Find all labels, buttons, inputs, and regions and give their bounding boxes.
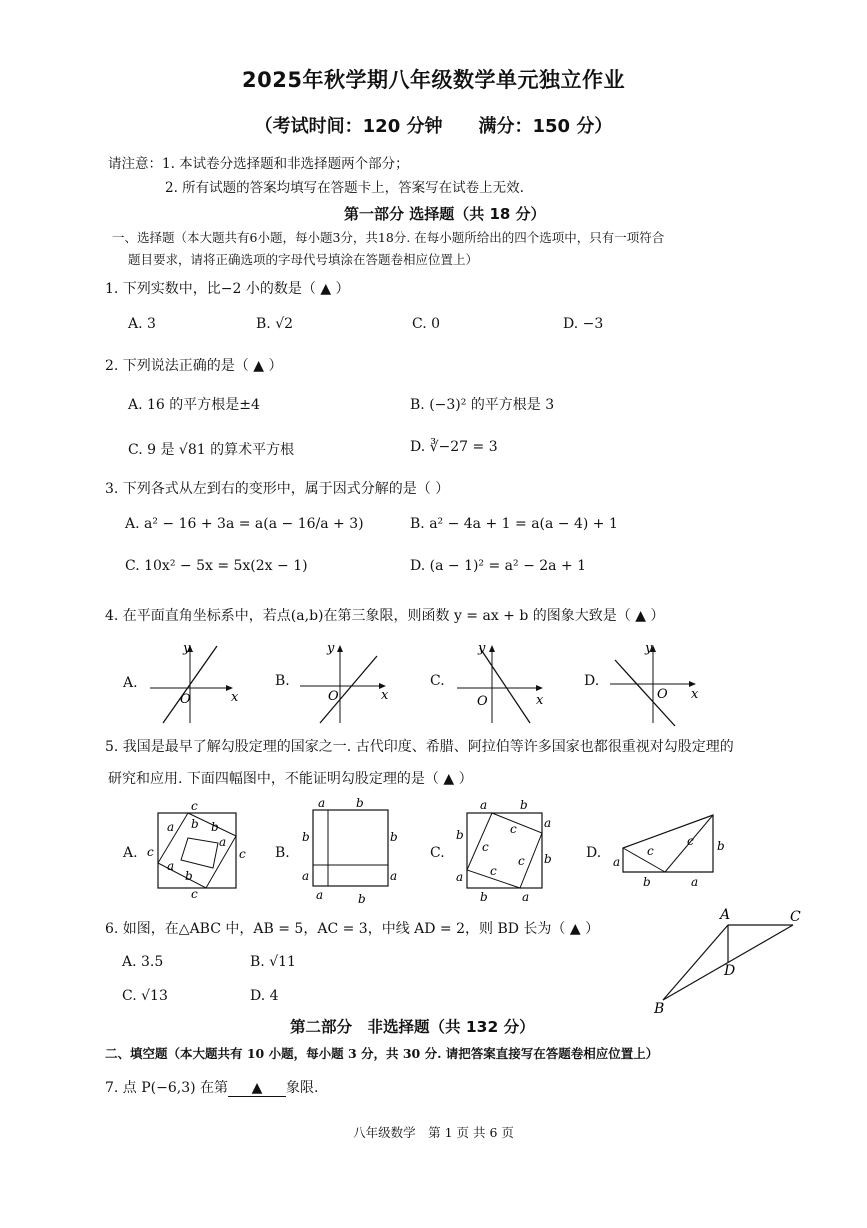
q5-figure-d — [605, 800, 730, 895]
q1-option-a: A. 3 — [128, 316, 156, 332]
q5a-label-c-top: c — [191, 799, 198, 813]
q1-option-b: B. √2 — [256, 316, 294, 332]
q4d-y-label: y — [645, 641, 653, 656]
q5b-label-b-top: b — [356, 796, 364, 810]
q1-option-c: C. 0 — [412, 316, 441, 332]
q5b-label-a-left: a — [302, 869, 310, 883]
q5d-label-b-bottom: b — [643, 875, 651, 889]
note-2: 2. 所有试题的答案均填写在答题卡上，答案写在试卷上无效. — [165, 180, 524, 196]
q3-option-d: D. (a − 1)² = a² − 2a + 1 — [410, 558, 587, 574]
q4-graph-a — [145, 638, 250, 728]
part1-intro-line1: 一、选择题（本大题共有6小题，每小题3分，共18分. 在每小题所给出的四个选项中，只有一项符合 — [112, 230, 665, 245]
q1-option-d: D. −3 — [563, 316, 604, 332]
q5-figure-a — [143, 798, 253, 902]
q5d-label-c1: c — [647, 844, 654, 858]
q6-triangle-figure — [648, 905, 818, 1020]
page-footer: 八年级数学 第 1 页 共 6 页 — [353, 1125, 514, 1140]
q6-option-d: D. 4 — [250, 988, 279, 1004]
q5d-label-b-right: b — [717, 839, 725, 853]
q5b-label-b-left: b — [302, 830, 310, 844]
q7-text-post: 象限. — [286, 1080, 319, 1096]
q6-stem: 6. 如图，在△ABC 中，AB = 5，AC = 3，中线 AD = 2，则 BD 长为（ ▲ ） — [105, 921, 600, 937]
q5c-label-c1: c — [482, 840, 489, 854]
q4a-x-label: x — [231, 690, 239, 705]
q5b-label-b-bottom: b — [358, 892, 366, 905]
part2-heading: 第二部分 非选择题（共 132 分） — [290, 1018, 535, 1036]
q6-point-d: D — [724, 963, 736, 979]
q4b-origin: O — [328, 689, 339, 704]
q7-text-pre: 7. 点 P(−6,3) 在第 — [105, 1080, 229, 1096]
q4-option-b: B. — [275, 673, 290, 689]
q4b-x-label: x — [381, 688, 389, 703]
q4-graph-d — [605, 638, 710, 728]
note-1: 请注意：1. 本试卷分选择题和非选择题两个部分； — [108, 156, 409, 172]
q5-figure-b — [298, 795, 408, 905]
q1-stem: 1. 下列实数中，比−2 小的数是（ ▲ ） — [105, 281, 350, 297]
q5a-label-a2: a — [219, 835, 227, 849]
q4-graph-b — [295, 638, 400, 728]
q2-option-b: B. (−3)² 的平方根是 3 — [410, 397, 555, 413]
q4c-y-label: y — [478, 641, 486, 656]
q6-point-b: B — [654, 1001, 665, 1017]
q2-option-a: A. 16 的平方根是±4 — [128, 397, 260, 413]
q6-option-a: A. 3.5 — [122, 954, 164, 970]
q6-point-a: A — [720, 907, 731, 923]
q7-question — [105, 1077, 319, 1097]
q4c-x-label: x — [536, 693, 544, 708]
q5c-label-c3: c — [518, 854, 525, 868]
q6-point-c: C — [790, 909, 801, 925]
q5-option-a: A. — [123, 845, 138, 861]
q5b-label-a-top: a — [318, 796, 326, 810]
q5-option-d: D. — [586, 845, 602, 861]
q5a-label-c-left: c — [147, 845, 154, 859]
q4-option-a: A. — [123, 675, 138, 691]
q5d-label-a-bottom: a — [691, 875, 699, 889]
q5d-label-a-left: a — [613, 855, 621, 869]
q5c-label-a-top: a — [480, 798, 488, 812]
q4-stem: 4. 在平面直角坐标系中，若点(a,b)在第三象限，则函数 y = ax + b 的图象大致是（ ▲ ） — [105, 608, 665, 624]
q4a-origin: O — [180, 692, 191, 707]
q5-stem-line1: 5. 我国是最早了解勾股定理的国家之一. 古代印度、希腊、阿拉伯等许多国家也都很重视对勾股定理的 — [105, 739, 734, 755]
q5a-label-b1: b — [191, 817, 199, 831]
q5c-label-b-left: b — [456, 828, 464, 842]
q4d-origin: O — [657, 687, 668, 702]
q5a-label-c-right: c — [239, 847, 246, 861]
q5a-label-a1: a — [167, 820, 175, 834]
q5c-label-b-top: b — [520, 798, 528, 812]
q5c-label-c4: c — [490, 864, 497, 878]
q4a-y-label: y — [183, 641, 191, 656]
q5-option-b: B. — [275, 845, 290, 861]
q4c-origin: O — [477, 694, 488, 709]
q5c-label-a-bottom: a — [522, 890, 530, 904]
q4-option-d: D. — [584, 673, 600, 689]
q4d-x-label: x — [691, 687, 699, 702]
q7-answer-blank: ▲ — [228, 1080, 286, 1097]
q5-figure-c — [452, 795, 562, 905]
part1-heading: 第一部分 选择题（共 18 分） — [344, 205, 546, 223]
q5c-label-a-right: a — [544, 816, 552, 830]
q4b-y-label: y — [327, 641, 335, 656]
q4-graph-c — [452, 638, 557, 728]
q5a-label-a3: a — [167, 859, 175, 873]
q5a-label-b2: b — [211, 820, 219, 834]
q5b-label-a-bottom: a — [316, 888, 324, 902]
q4-option-c: C. — [430, 673, 445, 689]
q5a-label-b3: b — [185, 869, 193, 883]
exam-info: （考试时间：120 分钟 满分：150 分） — [254, 116, 613, 137]
part2-intro: 二、填空题（本大题共有 10 小题，每小题 3 分，共 30 分. 请把答案直接写在答题卷相应位置上） — [105, 1046, 659, 1061]
q5a-label-c-bottom: c — [191, 887, 198, 901]
q3-option-a: A. a² − 16 + 3a = a(a − 16/a + 3) — [125, 516, 364, 532]
q5d-label-c2: c — [687, 834, 694, 848]
q3-option-c: C. 10x² − 5x = 5x(2x − 1) — [125, 558, 308, 574]
q5-stem-line2: 研究和应用. 下面四幅图中，不能证明勾股定理的是（ ▲ ） — [108, 771, 473, 787]
q5b-label-b-right: b — [390, 830, 398, 844]
q5-option-c: C. — [430, 845, 445, 861]
q5b-label-a-right: a — [390, 869, 398, 883]
page-title: 2025年秋学期八年级数学单元独立作业 — [242, 68, 625, 92]
part1-intro-line2: 题目要求，请将正确选项的字母代号填涂在答题卷相应位置上） — [128, 252, 479, 267]
q5c-label-c2: c — [510, 822, 517, 836]
q5c-label-b-bottom: b — [480, 890, 488, 904]
q3-stem: 3. 下列各式从左到右的变形中，属于因式分解的是（ ） — [105, 481, 450, 497]
q5c-label-b-right: b — [544, 852, 552, 866]
q3-option-b: B. a² − 4a + 1 = a(a − 4) + 1 — [410, 516, 618, 532]
q6-option-b: B. √11 — [250, 954, 296, 970]
q6-option-c: C. √13 — [122, 988, 168, 1004]
q2-option-d: D. ∛−27 = 3 — [410, 439, 498, 455]
q5c-label-a-left: a — [456, 870, 464, 884]
q2-option-c: C. 9 是 √81 的算术平方根 — [128, 442, 295, 458]
q2-stem: 2. 下列说法正确的是（ ▲ ） — [105, 358, 283, 374]
